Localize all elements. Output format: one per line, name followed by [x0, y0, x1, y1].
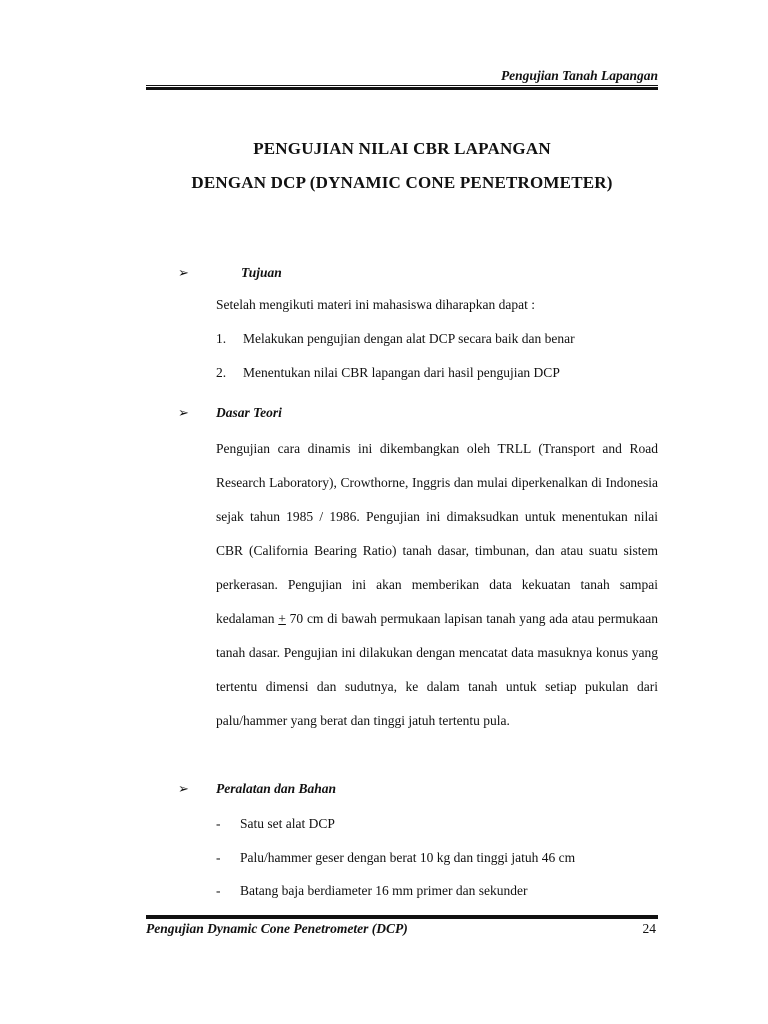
- document-title-line-2: DENGAN DCP (DYNAMIC CONE PENETROMETER): [191, 173, 613, 192]
- section-heading-peralatan: Peralatan dan Bahan: [216, 781, 337, 796]
- arrow-bullet-icon: ➢: [178, 781, 189, 796]
- arrow-bullet-icon: ➢: [178, 405, 189, 420]
- arrow-bullet-icon: ➢: [178, 265, 189, 280]
- list-item: Menentukan nilai CBR lapangan dari hasil pengujian DCP: [243, 365, 560, 380]
- list-number: 2.: [216, 365, 227, 380]
- document-title-line-1: PENGUJIAN NILAI CBR LAPANGAN: [253, 139, 551, 158]
- list-number: 1.: [216, 331, 227, 346]
- page-number: 24: [642, 921, 656, 936]
- plus-minus-symbol: +: [278, 611, 286, 626]
- footer-title: Pengujian Dynamic Cone Penetrometer (DCP): [146, 921, 408, 936]
- list-item: Satu set alat DCP: [240, 816, 335, 831]
- tujuan-intro: Setelah mengikuti materi ini mahasiswa diharapkan dapat :: [216, 297, 536, 312]
- list-item: Palu/hammer geser dengan berat 10 kg dan tinggi jatuh 46 cm: [240, 850, 576, 865]
- running-header: Pengujian Tanah Lapangan: [500, 68, 658, 83]
- dasar-teori-paragraph: [216, 432, 658, 738]
- section-heading-dasar-teori: Dasar Teori: [216, 405, 282, 420]
- header-rule: [146, 85, 658, 90]
- list-item: Batang baja berdiameter 16 mm primer dan sekunder: [240, 883, 528, 898]
- footer-rule: [146, 914, 658, 919]
- paragraph-text-a: Pengujian cara dinamis ini dikembangkan oleh TRLL (Transport and Road Research Laboratory), Crowthorne, Inggris dan mulai diperkenalkan di Indonesia sejak tahun 1985 / 1986. Pengujian ini dimaksudkan untuk menentukan nilai CBR (California Bearing Ratio) tanah dasar, timbunan, dan atau suatu sistem perkerasan. Pengujian ini akan memberikan data kekuatan tanah sampai kedalaman: [216, 441, 658, 626]
- dash-bullet: -: [216, 850, 221, 865]
- paragraph-text-b: 70 cm di bawah permukaan lapisan tanah yang ada atau permukaan tanah dasar. Pengujian ini dilakukan dengan mencatat data masuknya konus yang tertentu dimensi dan sudutnya, ke dalam tanah untuk setiap pukulan dari palu/hammer yang berat dan tinggi jatuh tertentu pula.: [216, 611, 659, 728]
- dash-bullet: -: [216, 883, 221, 898]
- section-heading-tujuan: Tujuan: [241, 265, 282, 280]
- list-item: Melakukan pengujian dengan alat DCP secara baik dan benar: [243, 331, 575, 346]
- dash-bullet: -: [216, 816, 221, 831]
